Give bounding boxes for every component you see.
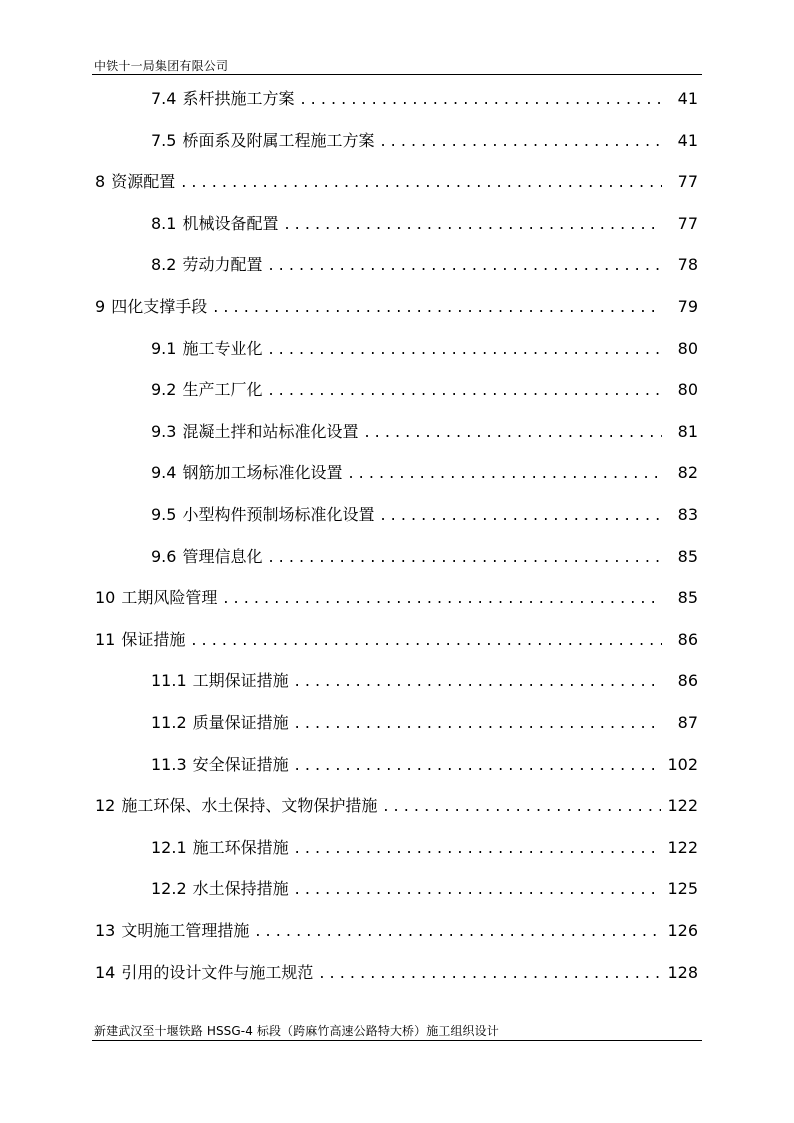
toc-entry-title: 引用的设计文件与施工规范: [121, 962, 314, 982]
toc-entry-title: 工期保证措施: [192, 671, 289, 691]
toc-dot-leader: [268, 545, 662, 569]
toc-entry-title: 劳动力配置: [182, 255, 263, 275]
toc-entry[interactable]: [151, 711, 698, 735]
toc-entry-page-number: 41: [677, 89, 698, 108]
toc-dot-leader: [255, 919, 661, 943]
toc-entry[interactable]: [95, 170, 698, 194]
toc-entry-number: 9.2: [151, 380, 177, 400]
toc-entry-number: 11: [95, 629, 116, 649]
toc-dot-leader: [364, 420, 662, 444]
toc-entry-title: 钢筋加工场标准化设置: [182, 463, 343, 483]
toc-entry-title: 文明施工管理措施: [121, 921, 250, 940]
toc-entry-page-number: 85: [677, 546, 698, 566]
toc-entry[interactable]: [151, 337, 698, 361]
toc-entry-title: 保证措施: [121, 629, 186, 649]
toc-entry-number: 11.3: [151, 754, 187, 774]
toc-entry-number: 14: [95, 962, 116, 982]
toc-entry-page-number: 81: [677, 421, 698, 441]
toc-entry-number: 8: [95, 172, 106, 192]
toc-entry[interactable]: [95, 961, 698, 985]
toc-entry-title: 安全保证措施: [192, 754, 289, 774]
toc-dot-leader: [295, 836, 662, 860]
toc-entry[interactable]: [95, 295, 698, 319]
toc-entry-title: 系杆拱施工方案: [182, 89, 295, 108]
toc-dot-leader: [181, 170, 662, 194]
toc-entry-title: 桥面系及附属工程施工方案: [182, 130, 375, 150]
toc-entry-number: 11.1: [151, 671, 187, 691]
toc-entry-number: 8.2: [151, 255, 177, 275]
toc-entry-number: 9: [95, 297, 106, 316]
toc-entry[interactable]: [151, 461, 698, 485]
toc-entry-number: 9.5: [151, 505, 177, 524]
toc-entry[interactable]: [151, 503, 698, 527]
footer-divider: [92, 1040, 702, 1041]
toc-entry[interactable]: [151, 836, 698, 860]
toc-entry-page-number: 83: [677, 505, 698, 524]
toc-entry-number: 7.4: [151, 89, 177, 108]
toc-entry-title: 质量保证措施: [192, 713, 289, 732]
toc-entry-title: 混凝土拌和站标准化设置: [182, 421, 359, 441]
toc-dot-leader: [295, 877, 662, 901]
toc-dot-leader: [295, 669, 662, 693]
toc-dot-leader: [268, 253, 662, 277]
toc-entry-page-number: 77: [677, 213, 698, 233]
toc-entry-page-number: 85: [677, 588, 698, 608]
toc-entry-title: 小型构件预制场标准化设置: [182, 505, 375, 524]
toc-entry-number: 12.2: [151, 879, 187, 899]
toc-entry-page-number: 41: [677, 130, 698, 150]
toc-entry-page-number: 122: [667, 796, 698, 816]
toc-entry[interactable]: [151, 378, 698, 402]
toc-dot-leader: [223, 586, 662, 610]
toc-entry-page-number: 82: [677, 463, 698, 483]
toc-entry[interactable]: [151, 420, 698, 444]
toc-entry[interactable]: [151, 753, 698, 777]
toc-entry-number: 8.1: [151, 213, 177, 233]
toc-entry-page-number: 80: [677, 338, 698, 358]
toc-dot-leader: [284, 212, 662, 236]
toc-entry-page-number: 102: [667, 754, 698, 774]
toc-entry[interactable]: [151, 212, 698, 236]
page-footer-title: 新建武汉至十堰铁路 HSSG-4 标段（跨麻竹高速公路特大桥）施工组织设计: [94, 1024, 499, 1038]
toc-entry[interactable]: [151, 545, 698, 569]
toc-dot-leader: [295, 753, 662, 777]
toc-entry-page-number: 122: [667, 837, 698, 857]
toc-entry[interactable]: [151, 669, 698, 693]
toc-entry-number: 13: [95, 921, 116, 940]
toc-dot-leader: [380, 129, 662, 153]
toc-entry[interactable]: [95, 628, 698, 652]
toc-entry-title: 资源配置: [111, 172, 176, 192]
toc-entry-page-number: 87: [677, 713, 698, 732]
toc-entry[interactable]: [151, 877, 698, 901]
toc-entry[interactable]: [151, 253, 698, 277]
toc-entry[interactable]: [151, 87, 698, 111]
toc-dot-leader: [268, 378, 662, 402]
toc-entry-title: 机械设备配置: [182, 213, 279, 233]
toc-entry-title: 施工环保、水土保持、文物保护措施: [121, 796, 378, 816]
toc-entry-title: 管理信息化: [182, 546, 263, 566]
toc-entry-number: 9.3: [151, 421, 177, 441]
toc-entry-number: 11.2: [151, 713, 187, 732]
toc-entry-number: 10: [95, 588, 116, 608]
page-header-title: 中铁十一局集团有限公司: [94, 59, 229, 73]
toc-dot-leader: [319, 961, 661, 985]
toc-entry-number: 9.4: [151, 463, 177, 483]
toc-dot-leader: [191, 628, 662, 652]
toc-entry-page-number: 86: [677, 629, 698, 649]
toc-entry-number: 7.5: [151, 130, 177, 150]
toc-entry[interactable]: [95, 586, 698, 610]
toc-entry-title: 施工环保措施: [192, 837, 289, 857]
toc-entry-page-number: 128: [667, 962, 698, 982]
toc-entry-number: 12: [95, 796, 116, 816]
toc-entry-title: 施工专业化: [182, 338, 263, 358]
toc-entry-number: 9.1: [151, 338, 177, 358]
toc-entry[interactable]: [95, 919, 698, 943]
toc-entry-title: 工期风险管理: [121, 588, 218, 608]
toc-entry[interactable]: [151, 129, 698, 153]
toc-dot-leader: [268, 337, 662, 361]
toc-entry-title: 生产工厂化: [182, 380, 263, 400]
toc-entry-title: 水土保持措施: [192, 879, 289, 899]
toc-dot-leader: [295, 711, 662, 735]
header-divider: [92, 74, 702, 75]
toc-entry-number: 9.6: [151, 546, 177, 566]
toc-entry-page-number: 126: [667, 921, 698, 940]
toc-entry-number: 12.1: [151, 837, 187, 857]
toc-entry-title: 四化支撑手段: [111, 297, 208, 316]
toc-entry-page-number: 78: [677, 255, 698, 275]
toc-entry-page-number: 79: [677, 297, 698, 316]
toc-entry-page-number: 77: [677, 172, 698, 192]
toc-dot-leader: [383, 794, 661, 818]
toc-entry-page-number: 80: [677, 380, 698, 400]
toc-dot-leader: [380, 503, 662, 527]
toc-dot-leader: [348, 461, 662, 485]
toc-entry-page-number: 86: [677, 671, 698, 691]
toc-entry[interactable]: [95, 794, 698, 818]
toc-dot-leader: [213, 295, 662, 319]
toc-dot-leader: [300, 87, 662, 111]
toc-entry-page-number: 125: [667, 879, 698, 899]
